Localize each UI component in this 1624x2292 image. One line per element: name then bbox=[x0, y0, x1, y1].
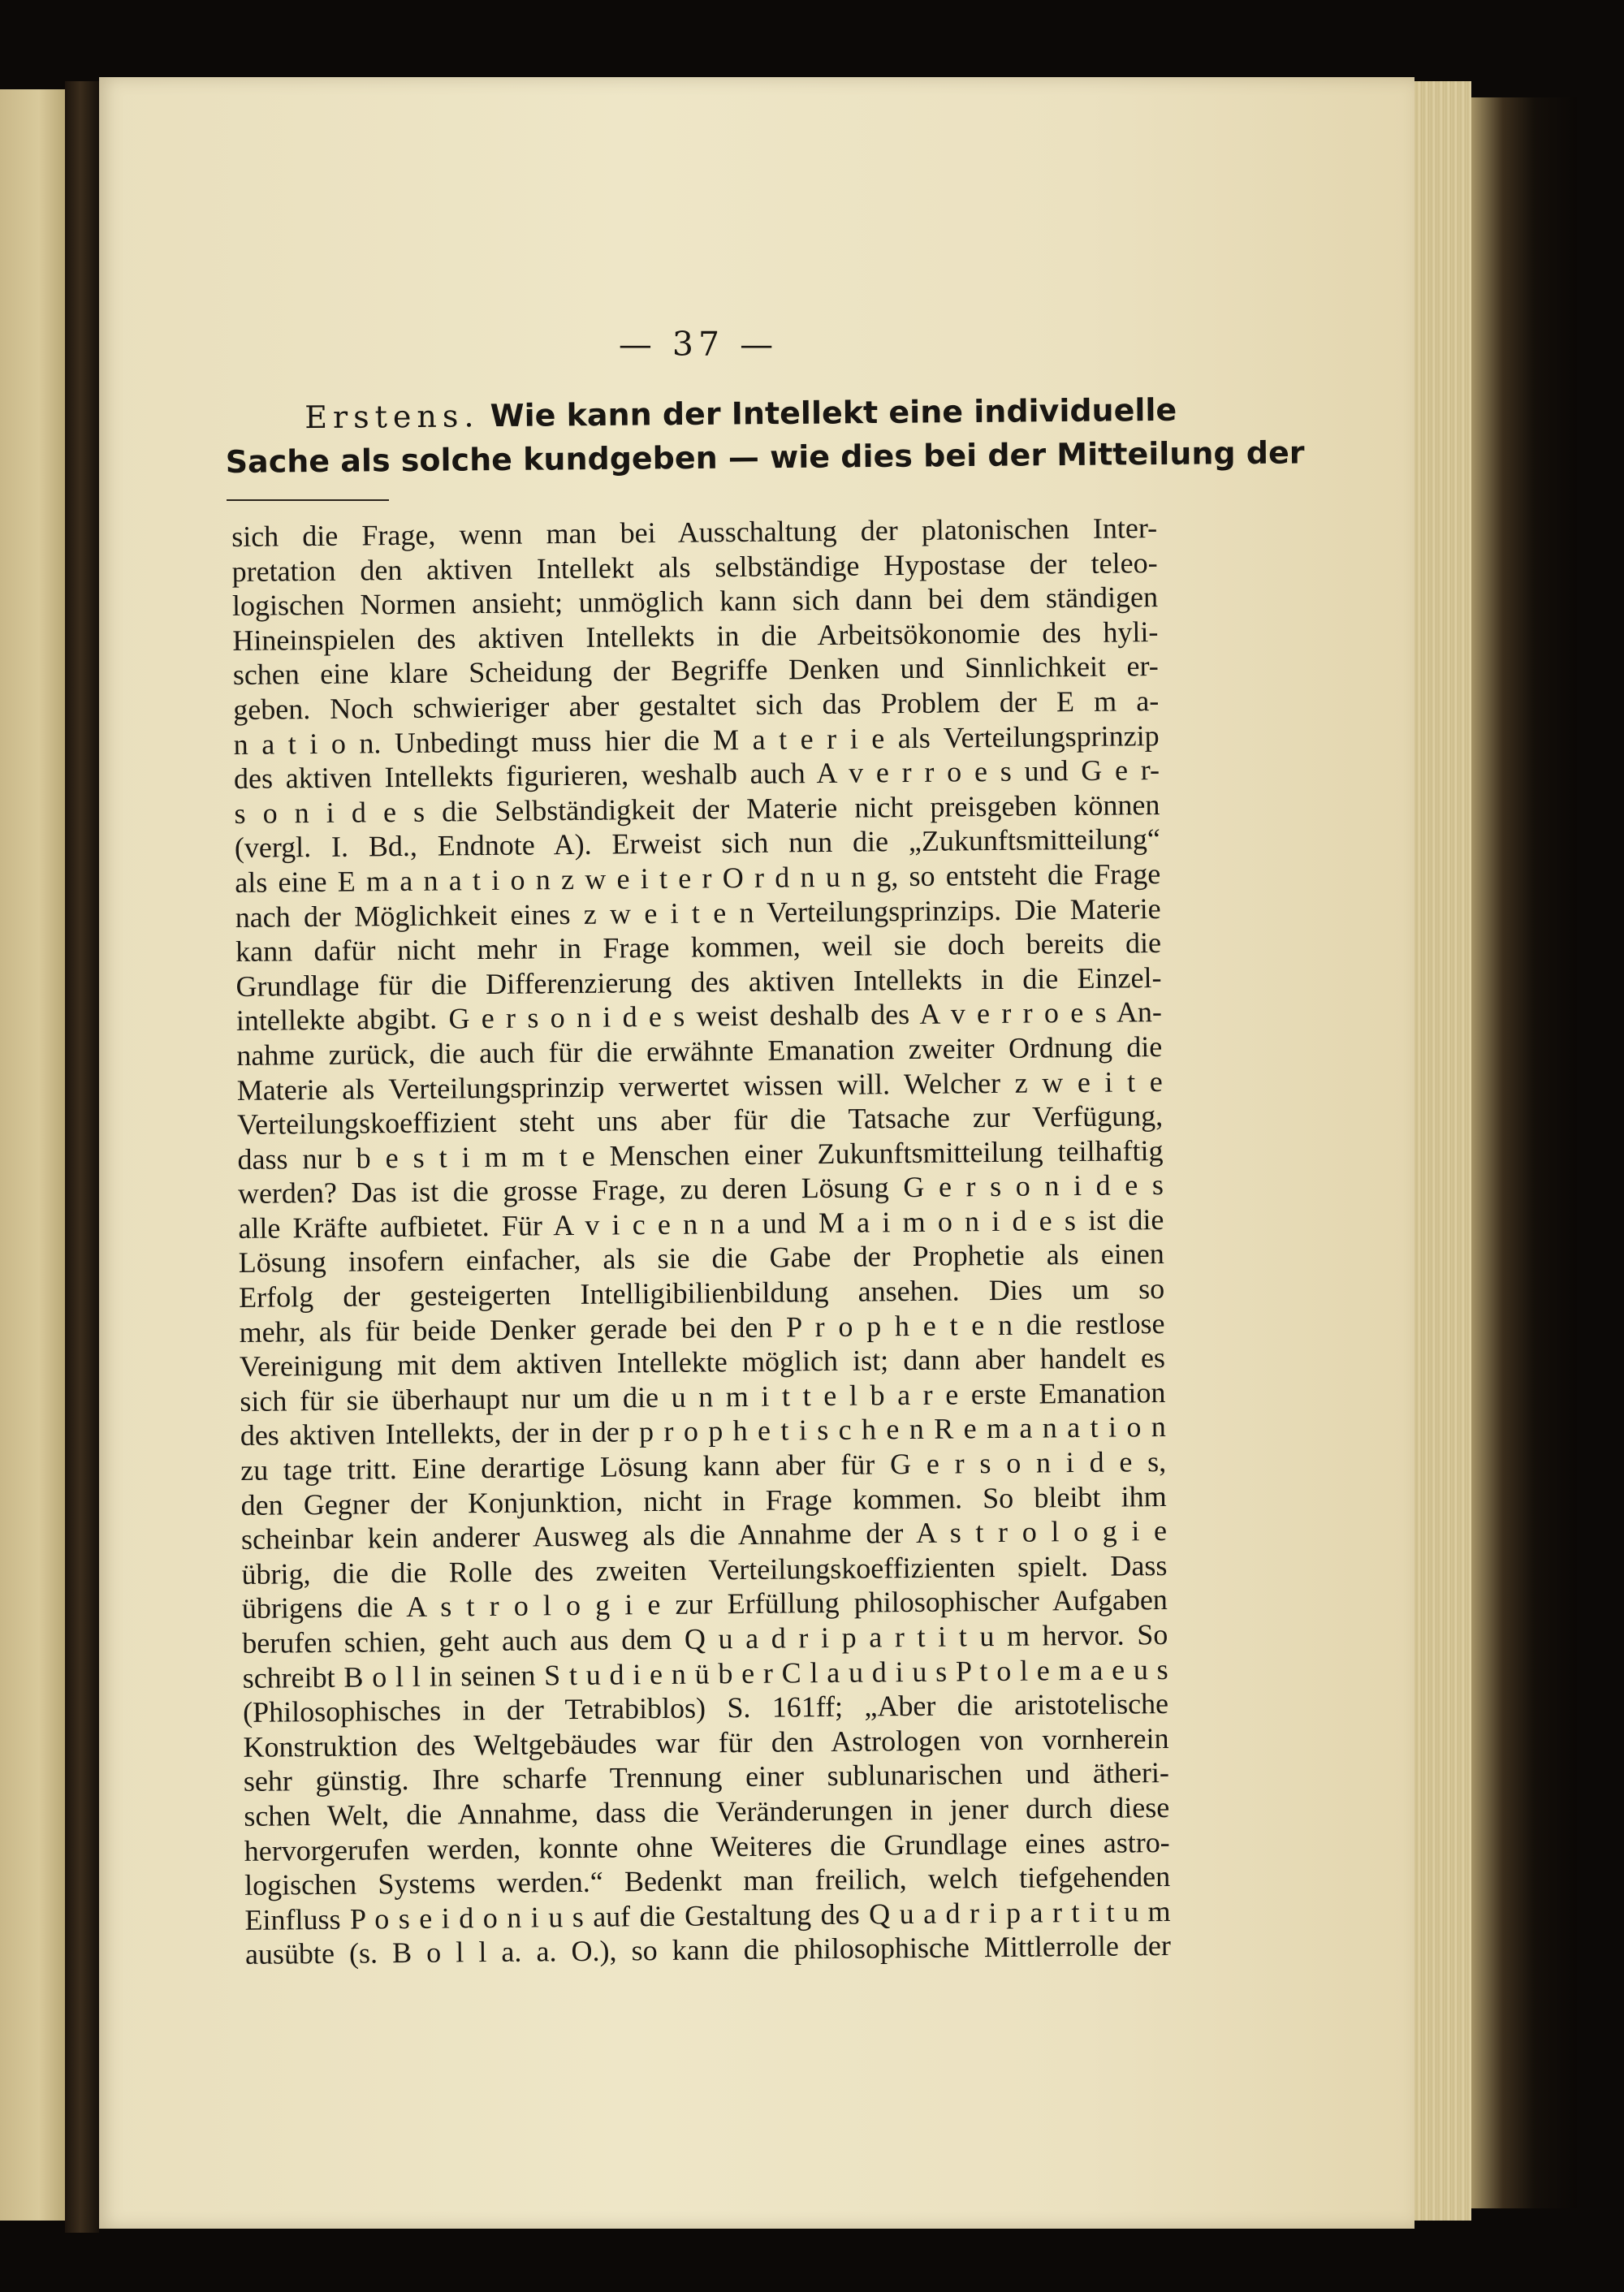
heading-lead-word: Erstens. bbox=[304, 398, 480, 436]
text-line: Erfolg der gesteigerten Intelligibilienbildung ansehen. Dies um so bbox=[239, 1272, 1165, 1314]
text-line: scheinbar kein anderer Ausweg als die Annahme der A s t r o l o g i e bbox=[240, 1514, 1168, 1556]
text-line: des aktiven Intellekts figurieren, weshalb auch A v e r r o e s und G e r- bbox=[233, 753, 1160, 796]
text-line: Materie als Verteilungsprinzip verwertet wissen will. Welcher z w e i t e bbox=[236, 1064, 1163, 1107]
text-line: sich die Frage, wenn man bei Ausschaltung der platonischen Inter- bbox=[231, 511, 1158, 553]
text-line: werden? Das ist die grosse Frage, zu deren Lösung G e r s o n i d e s bbox=[237, 1168, 1164, 1211]
text-line: kann dafür nicht mehr in Frage kommen, weil sie doch bereits die bbox=[235, 926, 1162, 969]
text-line: mehr, als für beide Denker gerade bei den P r o p h e t e n die restlose bbox=[239, 1306, 1165, 1349]
book-cover-edge bbox=[1471, 97, 1577, 2208]
text-line: schen eine klare Scheidung der Begriffe Denken und Sinnlichkeit er- bbox=[232, 650, 1159, 692]
text-line: dass nur b e s t i m m t e Menschen einer Zukunftsmitteilung teilhaftig bbox=[237, 1133, 1164, 1176]
book-gutter bbox=[65, 81, 99, 2233]
text-line: sich für sie überhaupt nur um die u n m i t t e l b a r e erste Emanation bbox=[240, 1375, 1166, 1418]
text-line: berufen schien, geht auch aus dem Q u a d r i p a r t i t u m hervor. So bbox=[242, 1617, 1168, 1660]
heading-line-1 bbox=[225, 388, 1177, 440]
text-line: nach der Möglichkeit eines z w e i t e n Verteilungsprinzips. Die Materie bbox=[235, 891, 1161, 934]
text-line: Hineinspielen des aktiven Intellekts in die Arbeitsökonomie des hyli- bbox=[232, 615, 1159, 657]
body-text bbox=[231, 511, 1171, 1972]
text-line: übrigens die A s t r o l o g i e zur Erfüllung philosophischer Aufgaben bbox=[241, 1583, 1168, 1625]
page-fore-edge bbox=[1415, 81, 1471, 2221]
text-line: schen Welt, die Annahme, dass die Veränderungen in jener durch diese bbox=[244, 1790, 1170, 1832]
text-line: zu tage tritt. Eine derartige Lösung kann aber für G e r s o n i d e s, bbox=[240, 1445, 1167, 1487]
text-line: als eine E m a n a t i o n z w e i t e r O r d n u n g, so entsteht die Frage bbox=[235, 857, 1161, 899]
page-number: — 37 — bbox=[618, 325, 779, 364]
text-line: logischen Normen ansieht; unmöglich kann sich dann bei dem ständigen bbox=[231, 581, 1159, 623]
text-line: Konstruktion des Weltgebäudes war für den Astrologen von vornherein bbox=[243, 1721, 1169, 1763]
text-line: (vergl. I. Bd., Endnote A). Erweist sich nun die „Zukunftsmitteilung“ bbox=[234, 822, 1161, 865]
text-line: Grundlage für die Differenzierung des aktiven Intellekts in die Einzel- bbox=[235, 960, 1162, 1003]
text-line: alle Kräfte aufbietet. Für A v i c e n n a und M a i m o n i d e s ist die bbox=[238, 1202, 1164, 1245]
text-line: sehr günstig. Ihre scharfe Trennung einer sublunarischen und ätheri- bbox=[243, 1756, 1170, 1798]
facing-page-edge bbox=[0, 89, 65, 2221]
text-line: Verteilungskoeffizient steht uns aber für die Tatsache zur Verfügung, bbox=[236, 1099, 1164, 1142]
text-line: den Gegner der Konjunktion, nicht in Frage kommen. So bleibt ihm bbox=[240, 1479, 1167, 1522]
text-line: n a t i o n. Unbedingt muss hier die M a t e r i e als Verteilungsprinzip bbox=[233, 719, 1160, 761]
text-line: pretation den aktiven Intellekt als selbständige Hypostase der teleo- bbox=[231, 546, 1158, 588]
text-line: hervorgerufen werden, konnte ohne Weiteres die Grundlage eines astro- bbox=[244, 1825, 1170, 1867]
text-line: Vereinigung mit dem aktiven Intellekte möglich ist; dann aber handelt es bbox=[239, 1341, 1166, 1383]
heading-line-2: Sache als solche kundgeben — wie dies bei der Mitteilung der bbox=[225, 434, 1305, 480]
text-line: (Philosophisches in der Tetrabiblos) S. 161ff; „Aber die aristotelische bbox=[242, 1687, 1169, 1729]
text-line: s o n i d e s die Selbständigkeit der Materie nicht preisgeben können bbox=[234, 788, 1160, 830]
text-line: Einfluss P o s e i d o n i u s auf die Gestaltung des Q u a d r i p a r t i t u m bbox=[244, 1894, 1171, 1936]
heading-line-1-text: Wie kann der Intellekt eine individuelle bbox=[490, 391, 1177, 434]
text-line: übrig, die die Rolle des zweiten Verteilungskoeffizienten spielt. Dass bbox=[241, 1548, 1168, 1591]
text-line: ausübte (s. B o l l a. a. O.), so kann die philosophische Mittlerrolle der bbox=[244, 1929, 1172, 1971]
footnote-rule bbox=[227, 499, 389, 501]
text-line: Lösung insofern einfacher, als sie die Gabe der Prophetie als einen bbox=[238, 1237, 1164, 1280]
section-heading bbox=[225, 388, 1305, 484]
text-line: logischen Systems werden.“ Bedenkt man freilich, welch tiefgehenden bbox=[244, 1860, 1171, 1902]
text-line: nahme zurück, die auch für die erwähnte Emanation zweiter Ordnung die bbox=[236, 1029, 1163, 1072]
text-line: intellekte abgibt. G e r s o n i d e s weist deshalb des A v e r r o e s An- bbox=[235, 995, 1163, 1038]
text-line: des aktiven Intellekts, der in der p r o p h e t i s c h e n R e m a n a t i o n bbox=[240, 1410, 1166, 1452]
text-line: geben. Noch schwieriger aber gestaltet sich das Problem der E m a- bbox=[233, 684, 1160, 726]
text-line: schreibt B o l l in seinen S t u d i e n ü b e r C l a u d i u s P t o l e m a e u s bbox=[242, 1652, 1168, 1694]
